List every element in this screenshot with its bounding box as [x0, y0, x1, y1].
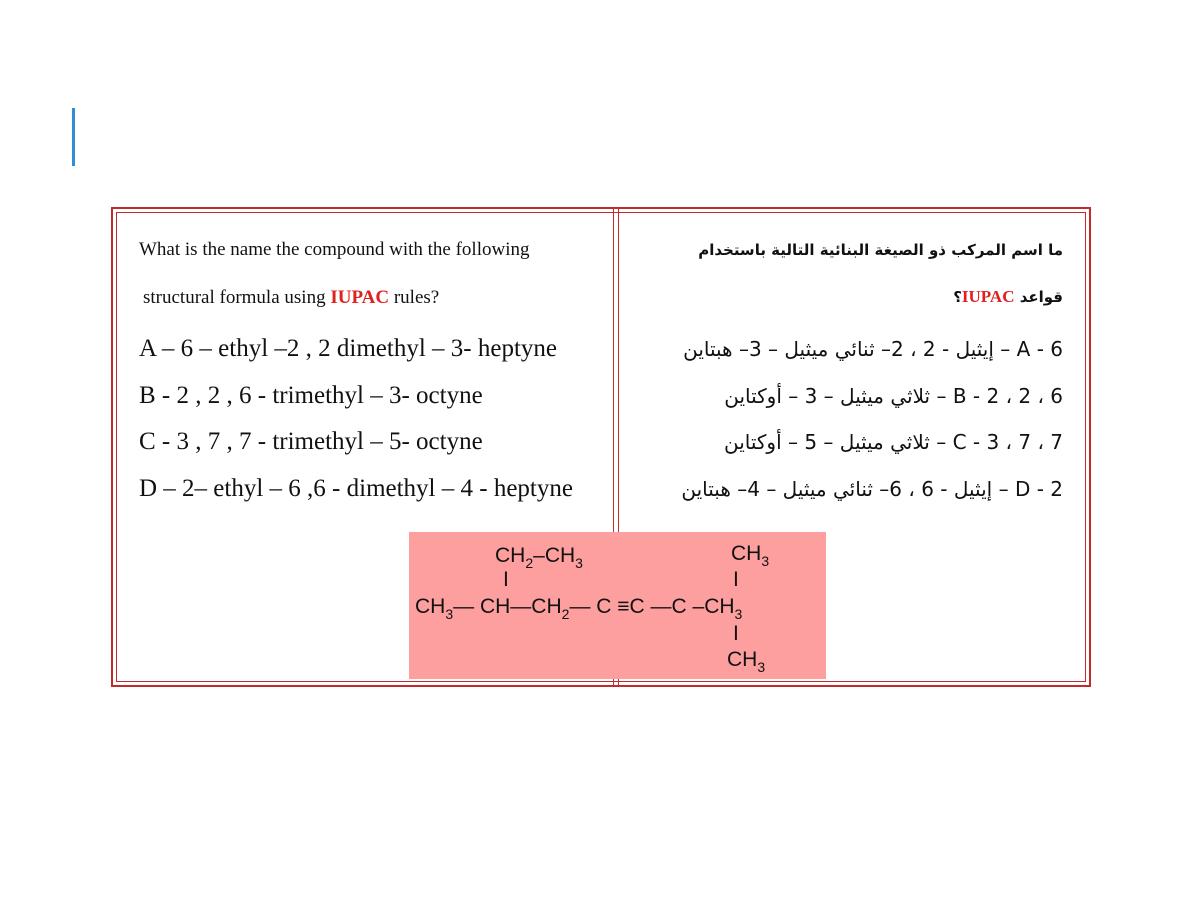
option-a-en: A – 6 – ethyl –2 , 2 dimethyl – 3- heptyne	[139, 335, 558, 362]
iupac-highlight-en: IUPAC	[330, 287, 390, 308]
question-en-line2-pre: structural formula using	[143, 287, 331, 308]
question-en-line2	[143, 287, 439, 309]
option-a-ar: A - 6 – إيثيل - 2 ، 2– ثنائي ميثيل – 3– هبتاين	[683, 337, 1063, 361]
option-c-en: C - 3 , 7 , 7 - trimethyl – 5- octyne	[139, 428, 483, 455]
question-ar-line1: ما اسم المركب ذو الصيغة البنائية التالية باستخدام	[698, 241, 1063, 259]
iupac-highlight-ar: IUPAC	[961, 287, 1015, 306]
question-en-line2-post: rules?	[389, 287, 440, 308]
option-d-ar: D - 2 – إيثيل - 6 ، 6– ثنائي ميثيل – 4– هبتاين	[681, 477, 1063, 501]
option-b-ar: B - 2 ، 2 ، 6 – ثلاثي ميثيل – 3 – أوكتاين	[724, 384, 1063, 408]
question-en-line1: What is the name the compound with the following	[139, 239, 530, 260]
structural-formula	[409, 532, 826, 679]
option-d-en: D – 2– ethyl – 6 ,6 - dimethyl – 4 - heptyne	[139, 475, 573, 502]
structural-formula-drawing	[409, 532, 826, 679]
question-ar-line2-pre: قواعد	[1014, 288, 1063, 306]
main-chain: $CH_3—$ $CH—CH_2—$ C ≡C —C $-CH_3$	[415, 595, 743, 622]
option-c-ar: C - 3 ، 7 ، 7 – ثلاثي ميثيل – 5 – أوكتاين	[723, 430, 1063, 454]
bond-vertical-ethyl: I	[503, 568, 509, 591]
bond-vertical-methyl-top: I	[733, 568, 739, 591]
methyl-top-branch: $CH_3$	[731, 542, 770, 569]
question-ar-line2	[953, 287, 1063, 307]
question-ar-line2-post: ؟	[953, 288, 962, 306]
title-accent-bar	[72, 108, 75, 166]
bond-vertical-methyl-bottom: I	[733, 622, 739, 645]
ethyl-branch: $CH_2-CH_3$	[495, 544, 583, 571]
option-b-en: B - 2 , 2 , 6 - trimethyl – 3- octyne	[139, 382, 483, 409]
methyl-bottom-branch: $CH_3$	[727, 648, 766, 675]
